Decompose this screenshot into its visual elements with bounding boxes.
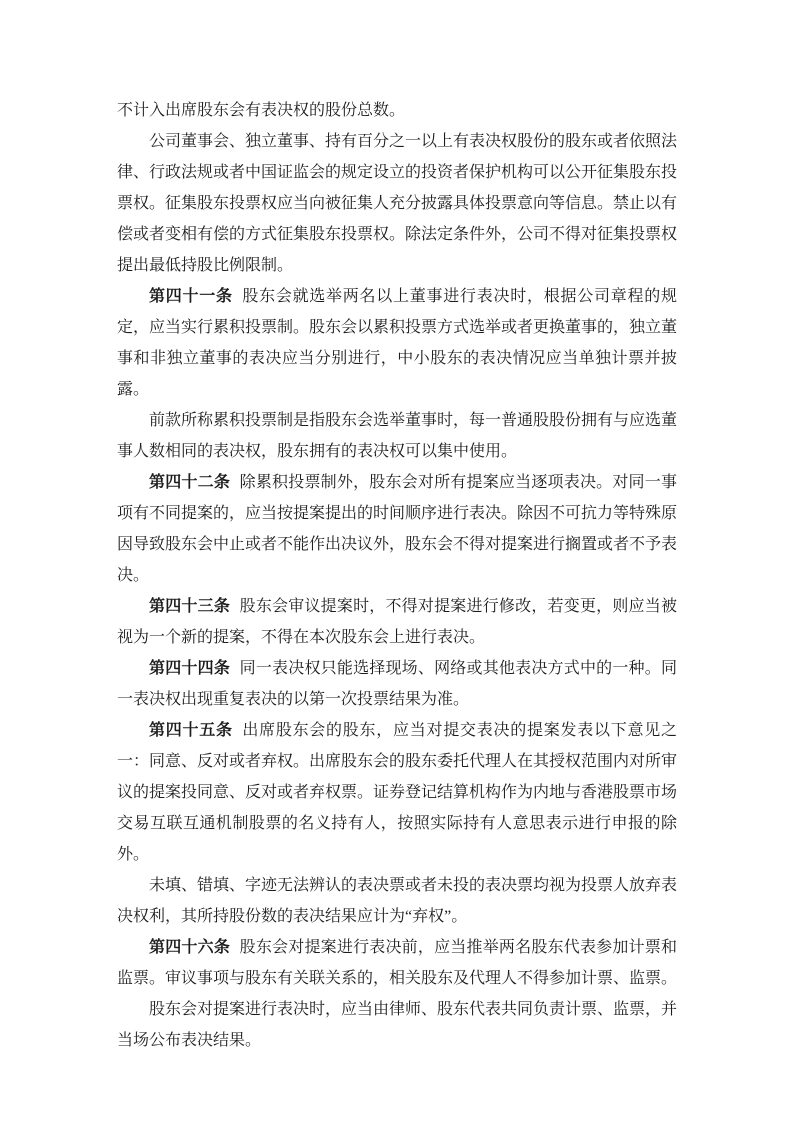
paragraph-article-45 [117,715,677,870]
article-42-number: 第四十二条 [149,474,231,491]
paragraph-text: 未填、错填、字迹无法辨认的表决票或者未投的表决票均视为投票人放弃表决权利，其所持股份数的表决结果应计为“弃权”。 [117,877,678,925]
article-44-number: 第四十四条 [149,660,231,677]
paragraph-text: 同一表决权只能选择现场、网络或其他表决方式中的一种。同一表决权出现重复表决的以第一次投票结果为准。 [117,660,677,708]
paragraph-article-46 [117,932,677,994]
paragraph-article-44 [117,653,677,715]
paragraph-article-43 [117,591,677,653]
document-body [117,95,677,1056]
paragraph-vote-counting [117,994,677,1056]
paragraph-article-42 [117,467,677,591]
paragraph-text: 出席股东会的股东，应当对提交表决的提案发表以下意见之一：同意、反对或者弃权。出席股东会的股东委托代理人在其授权范围内对所审议的提案投同意、反对或者弃权票。证券登记结算机构作为内地与香港股票市场交易互联互通机制股票的名义持有人，按照实际持有人意思表示进行申报的除外。 [117,722,678,863]
paragraph-text: 股东会对提案进行表决时，应当由律师、股东代表共同负责计票、监票，并当场公布表决结果。 [117,1001,678,1049]
paragraph-invalid-ballots [117,870,677,932]
paragraph-continuation [117,95,677,126]
paragraph-cumulative-voting-definition [117,405,677,467]
paragraph-text: 不计入出席股东会有表决权的股份总数。 [117,102,406,119]
paragraph-proxy-solicitation [117,126,677,281]
paragraph-text: 股东会对提案进行表决前，应当推举两名股东代表参加计票和监票。审议事项与股东有关联关系的，相关股东及代理人不得参加计票、监票。 [117,939,678,987]
paragraph-text: 公司董事会、独立董事、持有百分之一以上有表决权股份的股东或者依照法律、行政法规或者中国证监会的规定设立的投资者保护机构可以公开征集股东投票权。征集股东投票权应当向被征集人充分披露具体投票意向等信息。禁止以有偿或者变相有偿的方式征集股东投票权。除法定条件外，公司不得对征集投票权提出最低持股比例限制。 [117,133,678,274]
paragraph-text: 前款所称累积投票制是指股东会选举董事时，每一普通股股份拥有与应选董事人数相同的表决权，股东拥有的表决权可以集中使用。 [117,412,678,460]
article-43-number: 第四十三条 [149,598,231,615]
paragraph-text: 股东会审议提案时，不得对提案进行修改，若变更，则应当被视为一个新的提案，不得在本次股东会上进行表决。 [117,598,677,646]
paragraph-article-41 [117,281,677,405]
article-45-number: 第四十五条 [149,722,233,739]
article-46-number: 第四十六条 [149,939,231,956]
paragraph-text: 除累积投票制外，股东会对所有提案应当逐项表决。对同一事项有不同提案的，应当按提案提出的时间顺序进行表决。除因不可抗力等特殊原因导致股东会中止或者不能作出决议外，股东会不得对提案进行搁置或者不予表决。 [117,474,678,584]
paragraph-text: 股东会就选举两名以上董事进行表决时，根据公司章程的规定，应当实行累积投票制。股东会以累积投票方式选举或者更换董事的，独立董事和非独立董事的表决应当分别进行，中小股东的表决情况应当单独计票并披露。 [117,288,678,398]
article-41-number: 第四十一条 [149,288,233,305]
